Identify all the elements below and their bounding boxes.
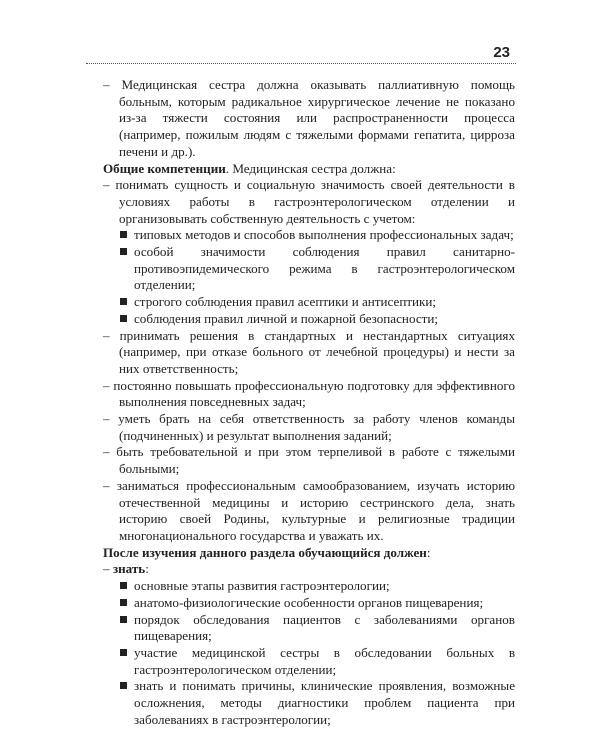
bullet-item bbox=[103, 678, 515, 728]
square-bullet-icon bbox=[120, 682, 127, 689]
general-competencies-lead: . Медицинская сестра должна: bbox=[225, 160, 396, 176]
bullet-text: основные этапы развития гастроэнтерологии; bbox=[134, 578, 390, 594]
general-competencies-paragraph bbox=[103, 161, 515, 178]
bullet-item bbox=[103, 595, 515, 612]
dash-item: – принимать решения в стандартных и нестандартных ситуациях (например, при отказе больного от лечебной процедуры) и нести за них ответственность; bbox=[103, 327, 515, 376]
bullet-text: соблюдения правил личной и пожарной безопасности; bbox=[134, 310, 438, 326]
bullet-item bbox=[103, 612, 515, 645]
square-bullet-icon bbox=[120, 315, 127, 322]
general-competencies-heading: Общие компетенции bbox=[103, 160, 226, 176]
bullet-text: знать и понимать причины, клинические проявления, возможные осложнения, методы диагностики проблем пациента при заболеваниях в гастроэнтерологии; bbox=[134, 678, 515, 727]
bullet-text: участие медицинской сестры в обследовании больных в гастроэнтерологическом отделении; bbox=[134, 644, 515, 677]
bullet-text: анатомо-физиологические особенности органов пищеварения; bbox=[134, 594, 484, 610]
learning-outcomes-paragraph bbox=[103, 545, 515, 562]
dash-item: – понимать сущность и социальную значимость своей деятельности в условиях работы в гастроэнтерологическом отделении и организовывать собственную деятельность с учетом: bbox=[103, 177, 515, 226]
bullet-item bbox=[103, 227, 515, 244]
know-item bbox=[103, 561, 515, 578]
dash-item: – постоянно повышать профессиональную подготовку для эффективного выполнения повседневных задач; bbox=[103, 377, 515, 410]
bullet-item bbox=[103, 244, 515, 294]
dash-item: – быть требовательной и при этом терпеливой в работе с тяжелыми больными; bbox=[103, 444, 515, 477]
bullet-item bbox=[103, 578, 515, 595]
page-header bbox=[86, 40, 516, 68]
square-bullet-icon bbox=[120, 298, 127, 305]
learning-outcomes-colon: : bbox=[426, 544, 431, 560]
learning-outcomes-heading: После изучения данного раздела обучающийся должен bbox=[103, 544, 427, 560]
bullet-text: строгого соблюдения правил асептики и антисептики; bbox=[134, 294, 437, 310]
bullet-text: особой значимости соблюдения правил санитарно-противоэпидемического режима в гастроэнтерологическом отделении; bbox=[134, 244, 515, 293]
know-label: знать bbox=[112, 561, 146, 577]
bullet-item bbox=[103, 645, 515, 678]
dash-item: – заниматься профессиональным самообразованием, изучать историю отечественной медицины и историю сестринского дела, знать историю своей Родины, культурные и религиозные традиции многонационального государства и уважать их. bbox=[103, 477, 515, 543]
dash-item: – уметь брать на себя ответственность за работу членов команды (подчиненных) и результат выполнения заданий; bbox=[103, 411, 515, 443]
know-dash: – bbox=[103, 561, 113, 577]
square-bullet-icon bbox=[120, 649, 127, 656]
page-number: 23 bbox=[493, 44, 510, 61]
square-bullet-icon bbox=[120, 231, 127, 238]
bullet-text: типовых методов и способов выполнения профессиональных задач; bbox=[134, 227, 514, 243]
dash-item: – Медицинская сестра должна оказывать паллиативную помощь больным, которым радикальное хирургическое лечение не показано из-за тяжести состояния или распространенности процесса (например, пожилым людям с тяжелыми формами гепатита, цирроза печени и др.). bbox=[103, 77, 515, 159]
know-colon: : bbox=[145, 561, 149, 577]
square-bullet-icon bbox=[120, 582, 127, 589]
square-bullet-icon bbox=[120, 248, 127, 255]
bullet-item bbox=[103, 294, 515, 311]
header-dotted-rule bbox=[86, 63, 516, 64]
bullet-text: порядок обследования пациентов с заболеваниями органов пищеварения; bbox=[134, 611, 515, 644]
square-bullet-icon bbox=[120, 599, 127, 606]
page-body bbox=[103, 77, 515, 728]
square-bullet-icon bbox=[120, 616, 127, 623]
bullet-item bbox=[103, 311, 515, 328]
